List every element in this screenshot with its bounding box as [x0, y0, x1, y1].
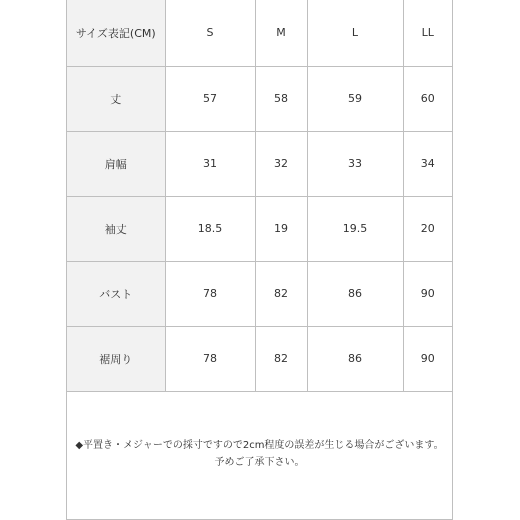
row-label: 丈: [67, 66, 165, 131]
row-label: 肩幅: [67, 131, 165, 196]
table-cell: 19.5: [307, 196, 403, 261]
size-table: [67, 0, 452, 392]
table-cell: 86: [307, 326, 403, 391]
table-cell: 58: [255, 66, 307, 131]
measurement-note: [67, 437, 452, 471]
size-header-m: M: [255, 0, 307, 66]
header-label: サイズ表記(CM): [67, 0, 165, 66]
table-header-row: [67, 0, 452, 66]
table-cell: 86: [307, 261, 403, 326]
row-label: 袖丈: [67, 196, 165, 261]
table-cell: 60: [403, 66, 452, 131]
table-cell: 78: [165, 261, 255, 326]
table-cell: 32: [255, 131, 307, 196]
note-line-1: ◆平置き・メジャーでの採寸ですので2cm程度の誤差が生じる場合がございます。: [75, 440, 444, 451]
table-cell: 90: [403, 326, 452, 391]
note-line-2: 予めご了承下さい。: [214, 457, 305, 468]
row-label: 裾周り: [67, 326, 165, 391]
table-row: [67, 66, 452, 131]
table-cell: 90: [403, 261, 452, 326]
table-cell: 57: [165, 66, 255, 131]
table-cell: 18.5: [165, 196, 255, 261]
table-cell: 82: [255, 261, 307, 326]
table-cell: 59: [307, 66, 403, 131]
table-cell: 34: [403, 131, 452, 196]
table-row: [67, 261, 452, 326]
table-row: [67, 131, 452, 196]
table-cell: 82: [255, 326, 307, 391]
size-header-l: L: [307, 0, 403, 66]
table-cell: 33: [307, 131, 403, 196]
size-chart: [66, 0, 453, 520]
table-cell: 31: [165, 131, 255, 196]
table-cell: 78: [165, 326, 255, 391]
table-row: [67, 196, 452, 261]
size-header-s: S: [165, 0, 255, 66]
size-header-ll: LL: [403, 0, 452, 66]
table-cell: 20: [403, 196, 452, 261]
table-cell: 19: [255, 196, 307, 261]
row-label: バスト: [67, 261, 165, 326]
table-row: [67, 326, 452, 391]
